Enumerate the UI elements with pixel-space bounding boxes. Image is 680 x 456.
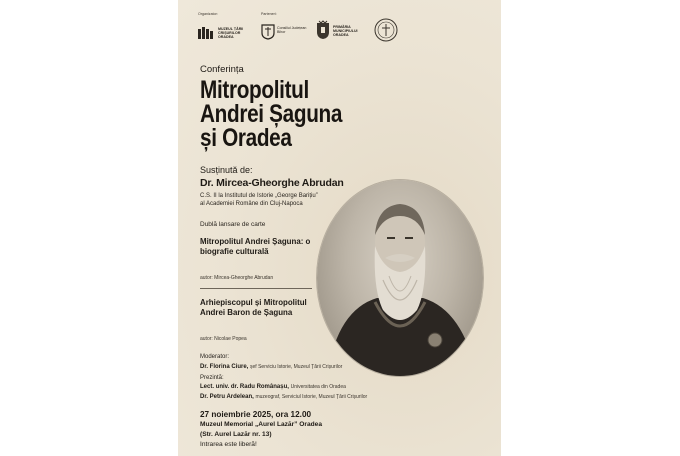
presenter-2-line [200,394,367,400]
partner-county-council: Consiliul Județean Bihor [277,26,307,35]
book-1-title: Mitropolitul Andrei Șaguna: o biografie culturală [200,236,311,257]
speaker-affiliation-2: al Academiei Române din Cluj-Napoca [200,201,303,207]
event-poster [178,0,501,456]
event-venue: Muzeul Memorial „Aurel Lazăr” Oradea [200,421,323,428]
moderator-label: Moderator: [200,354,230,360]
moderator-role: șef Serviciu Istorie, Muzeul Țării Crișurilor [250,364,343,370]
organizer-label: Organizator: [198,12,218,16]
speaker-label: Susținută de: [200,165,253,175]
book-1-author: autor: Mircea-Gheorghe Abrudan [200,275,274,281]
book-divider [200,288,312,289]
book-2-author: autor: Nicolae Popea [200,336,247,342]
city-hall-crest-icon [316,20,330,45]
speaker-affiliation-1: C.S. II la Institutul de Istorie „George Barițiu” [200,193,318,199]
presenter-2-name: Dr. Petru Ardelean, [200,394,254,400]
title-line-3: și Oradea [200,124,292,152]
event-entry: Intrarea este liberă! [200,441,257,448]
moderator-name: Dr. Florina Ciure, [200,364,249,370]
speaker-name: Dr. Mircea-Gheorghe Abrudan [200,177,344,189]
presenter-1-line [200,384,346,390]
partner-city-hall: PRIMĂRIA MUNICIPIULUI ORADEA [333,25,358,38]
moderator-line [200,364,342,370]
presenter-1-name: Lect. univ. dr. Radu Românașu, [200,384,289,390]
launch-label: Dublă lansare de carte [200,221,266,228]
title-line-1: Mitropolitul [200,76,309,104]
organizer-name: MUZEUL ȚĂRII CRIȘURILOR ORADEA [218,27,244,40]
presenter-2-role: muzeograf, Serviciul Istorie, Muzeul Țării Crișurilor [255,394,368,400]
book-2-title: Arhiepiscopul și Mitropolitul Andrei Baron de Șaguna [200,297,307,318]
partners-label: Parteneri: [261,12,277,16]
presenter-1-role: Universitatea din Oradea [290,384,346,390]
presenters-label: Prezintă: [200,375,224,381]
seal-logo-icon [374,18,398,47]
title-line-2: Andrei Șaguna [200,100,343,128]
portrait-image [317,180,483,376]
event-address: (Str. Aurel Lazăr nr. 13) [200,431,272,438]
event-date-time: 27 noiembrie 2025, ora 12.00 [200,410,312,419]
event-type: Conferința [200,64,244,75]
museum-logo-icon [198,26,216,44]
county-council-crest-icon [261,24,275,45]
